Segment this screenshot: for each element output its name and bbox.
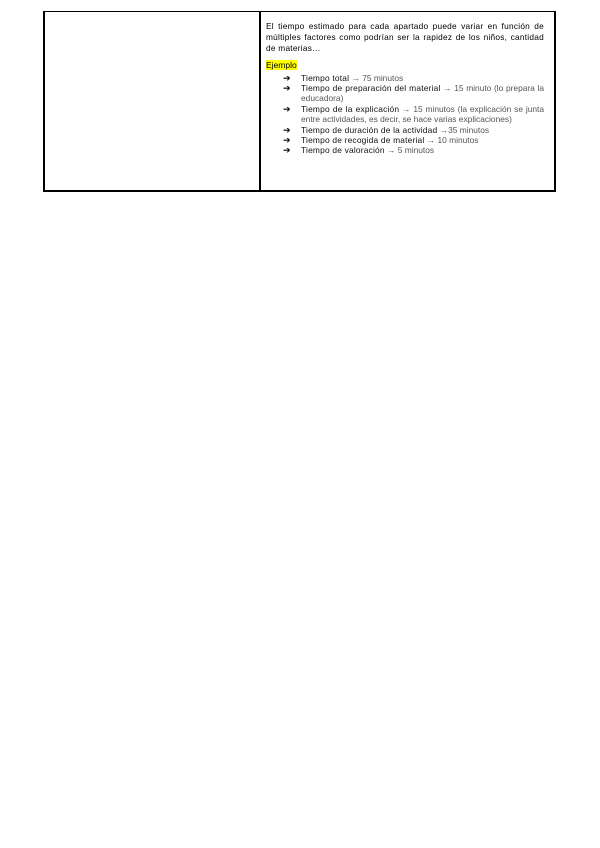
item-label: Tiempo de duración de la actividad xyxy=(301,124,438,135)
list-item xyxy=(283,145,544,155)
item-label: Tiempo total xyxy=(301,72,350,83)
table-cell-left xyxy=(43,12,261,190)
item-label: Tiempo de la explicación xyxy=(301,103,400,114)
intro-paragraph: El tiempo estimado para cada apartado puede variar en función de múltiples factores como podrían ser la rapidez de los niños, cantidad de materias… xyxy=(266,21,544,54)
document-table xyxy=(43,11,556,192)
list-item xyxy=(283,73,544,83)
list-item xyxy=(283,135,544,145)
list-item xyxy=(283,125,544,135)
time-list xyxy=(266,73,544,156)
arrow-icon: ➔ xyxy=(283,135,291,146)
list-item xyxy=(283,83,544,104)
table-cell-right xyxy=(261,12,556,190)
item-value: → 15 minuto (lo prepara la educadora) xyxy=(301,83,544,104)
arrow-icon: ➔ xyxy=(283,103,291,114)
item-label: Tiempo de recogida de material xyxy=(301,135,425,146)
arrow-icon: ➔ xyxy=(283,83,291,94)
list-item xyxy=(283,104,544,125)
item-value: → 75 minutos xyxy=(349,72,404,83)
item-value: → 15 minutos (la explicación se junta entre actividades, es decir, se hace varias explicaciones) xyxy=(301,103,544,125)
arrow-icon: ➔ xyxy=(283,145,291,156)
item-value: →35 minutos xyxy=(439,124,490,135)
item-label: Tiempo de valoración xyxy=(301,145,385,156)
item-value: → 10 minutos xyxy=(426,135,479,146)
arrow-icon: ➔ xyxy=(283,124,291,135)
arrow-icon: ➔ xyxy=(283,72,291,83)
example-label: Ejemplo xyxy=(266,59,297,70)
item-label: Tiempo de preparación del material xyxy=(301,83,441,94)
item-value: → 5 minutos xyxy=(387,145,435,156)
